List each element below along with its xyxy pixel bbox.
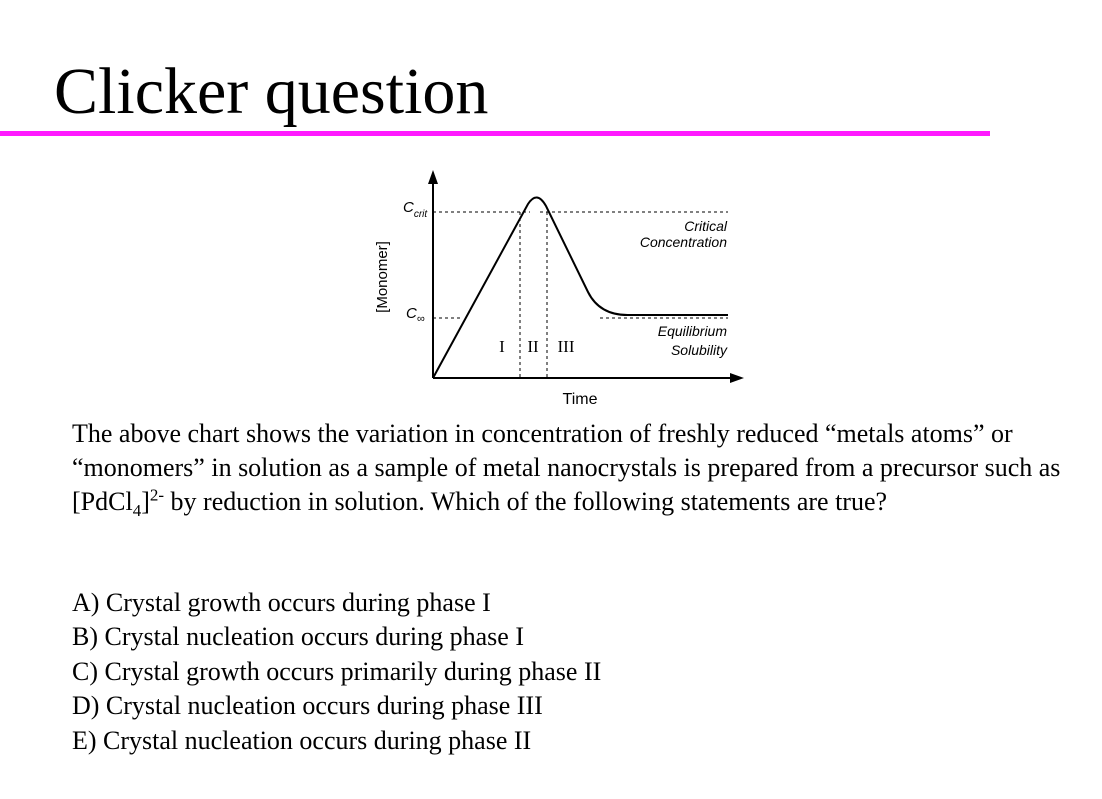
formula-superscript: 2- <box>149 485 165 505</box>
phase-label-i: I <box>499 337 505 356</box>
option-c: C) Crystal growth occurs primarily during phase II <box>72 656 602 686</box>
formula-main: [PdCl <box>72 487 133 516</box>
y-axis-label: [Monomer] <box>374 241 391 313</box>
option-d: D) Crystal nucleation occurs during phase III <box>72 691 543 721</box>
question-text-before: The above chart shows the variation in concentration of freshly reduced “metals atoms” or “monomers” in solution as a sample of metal nanocrystals is prepared from a precursor such as <box>72 419 1061 482</box>
c-crit-label: $C_{crit}$ <box>403 199 428 220</box>
question-text <box>72 417 1062 519</box>
phase-label-ii: II <box>527 337 539 356</box>
option-a: A) Crystal growth occurs during phase I <box>72 588 491 617</box>
question-text-after: by reduction in solution. Which of the following statements are true? <box>164 487 888 516</box>
x-axis-arrow <box>730 373 744 383</box>
x-axis-label: Time <box>562 391 598 408</box>
critical-annotation-line-1: Critical <box>684 218 727 234</box>
phase-label-iii: III <box>557 337 575 356</box>
slide-title: Clicker question <box>54 55 489 128</box>
option-e: E) Crystal nucleation occurs during phase II <box>72 725 532 755</box>
formula-subscript: 4 <box>132 501 142 521</box>
formula-close: ] <box>141 487 150 516</box>
y-axis-arrow <box>428 170 438 184</box>
critical-annotation-line-2: Concentration <box>639 234 727 250</box>
monomer-chart <box>360 160 760 412</box>
equilibrium-annotation-line-1: Equilibrium <box>657 323 727 339</box>
equilibrium-annotation-line-2: Solubility <box>670 342 727 358</box>
option-b: B) Crystal nucleation occurs during phase I <box>72 622 524 652</box>
title-underline <box>0 131 990 136</box>
answer-options <box>72 586 601 758</box>
c-inf-label: $C_\infty$ <box>406 305 425 325</box>
chart-svg <box>360 160 760 412</box>
